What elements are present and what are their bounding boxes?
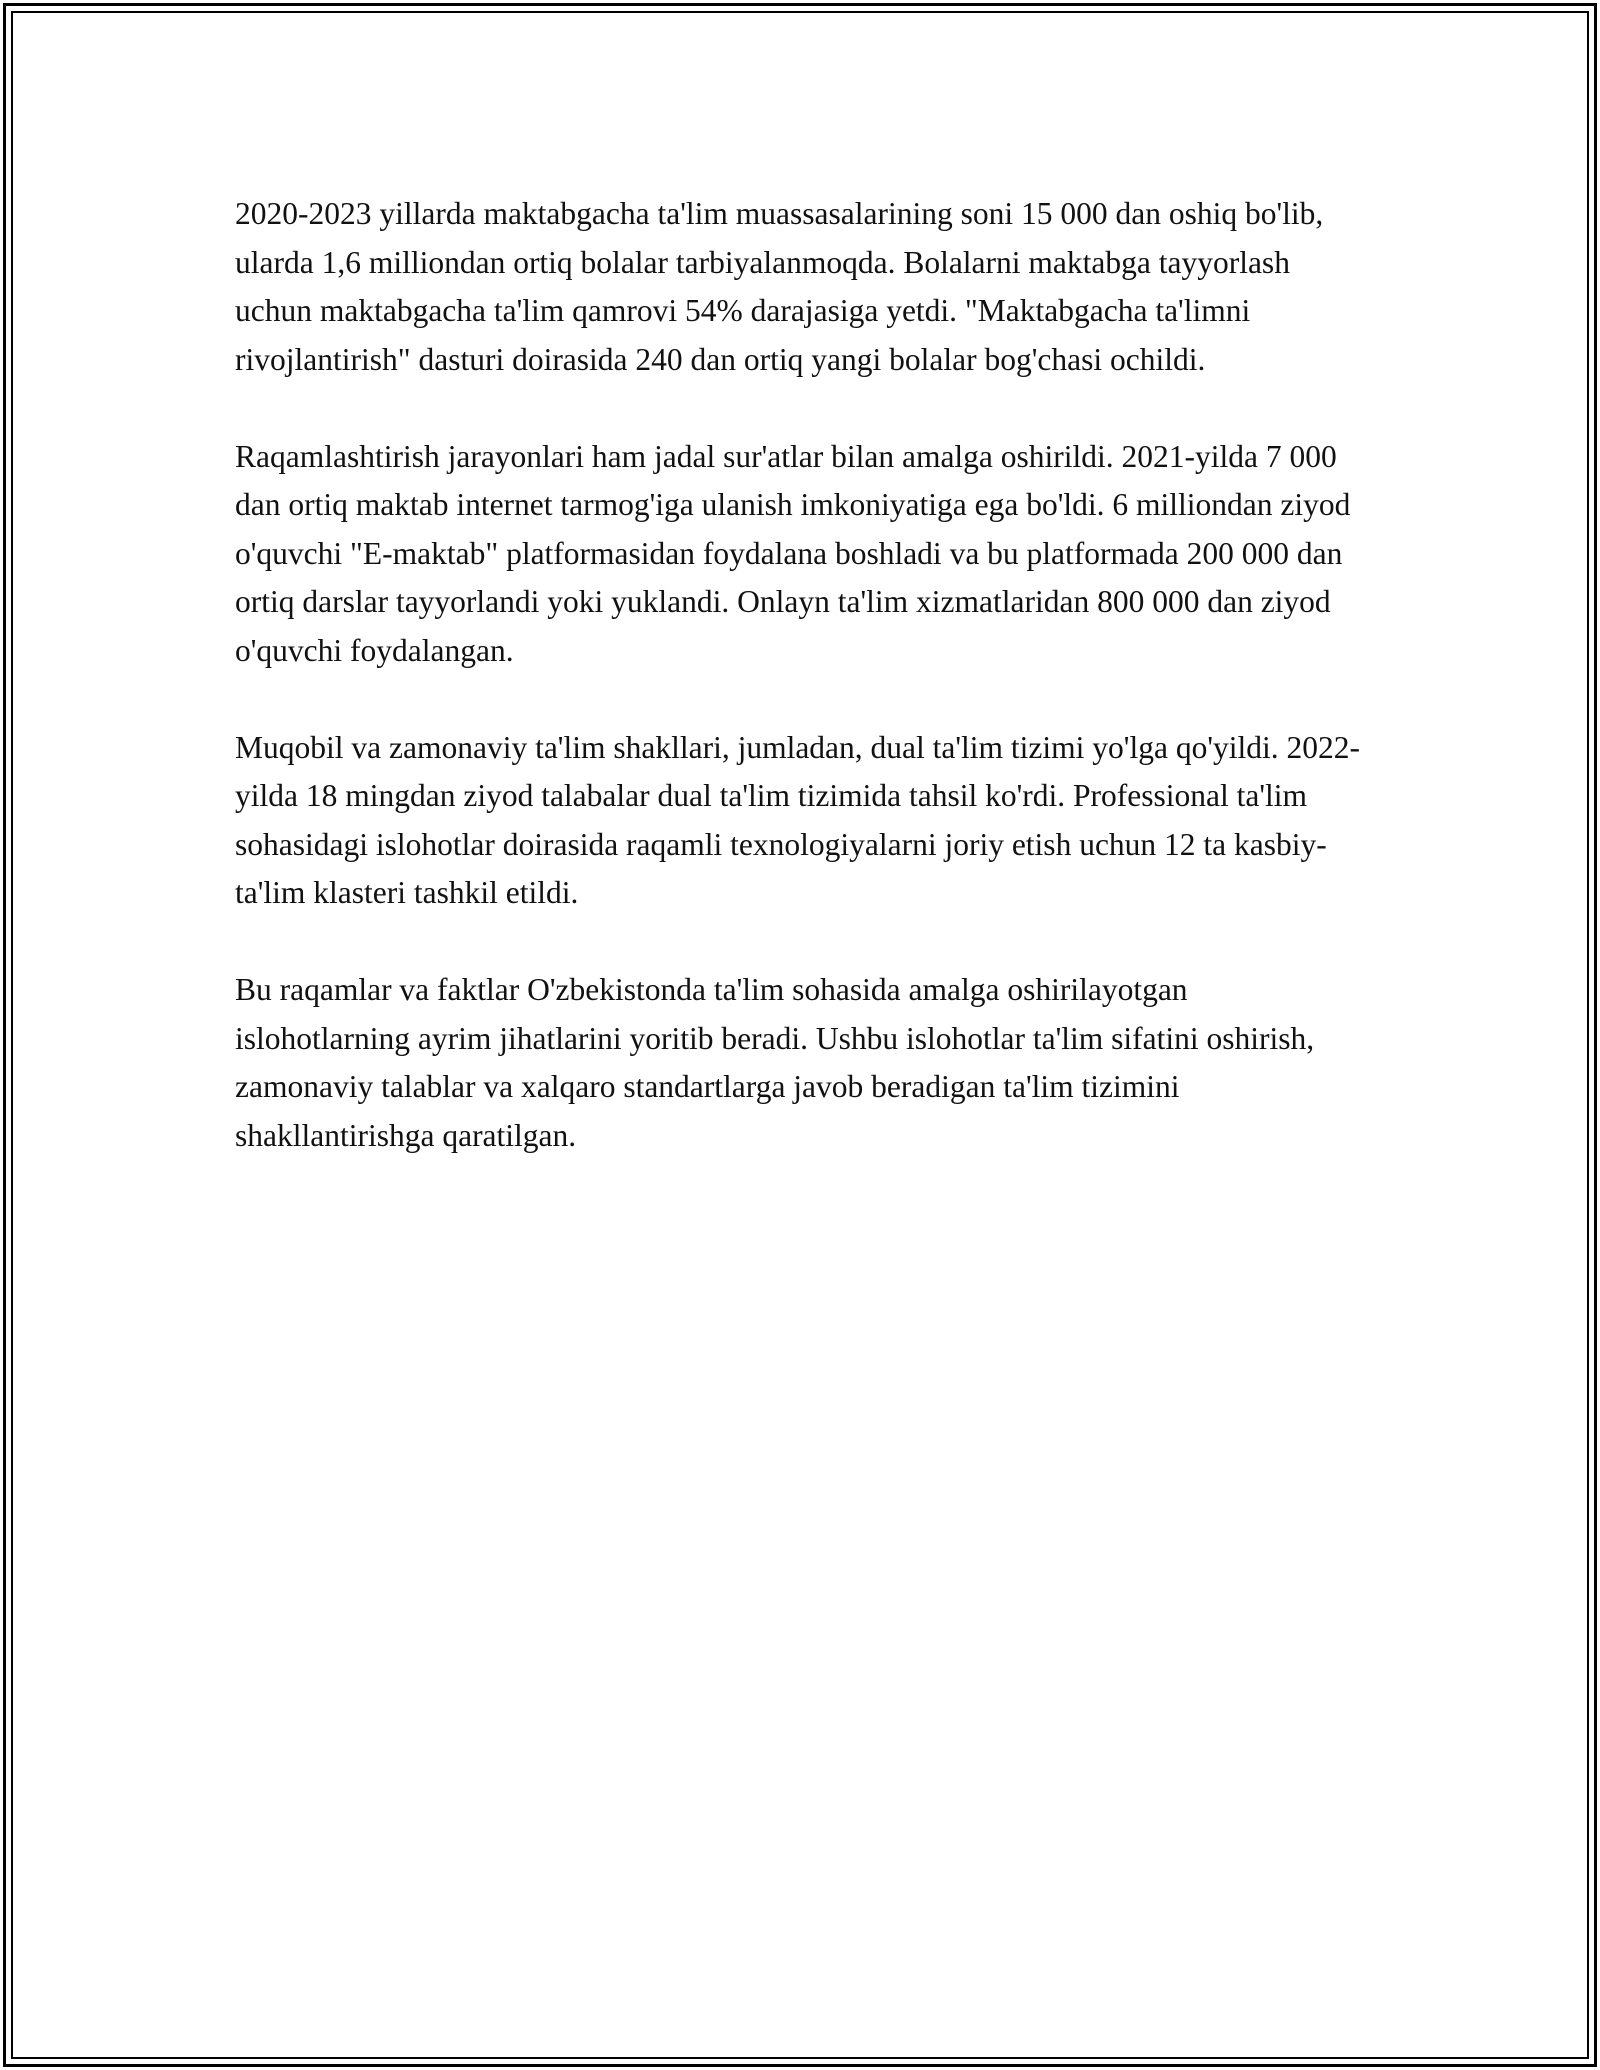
paragraph-preschool: 2020-2023 yillarda maktabgacha ta'lim muassasalarining soni 15 000 dan oshiq bo'lib, ularda 1,6 milliondan ortiq bolalar tarbiyalanmoqda. Bolalarni maktabga tayyorlash uchun maktabgacha ta'lim qamrovi 54% darajasiga yetdi. "Maktabgacha ta'limni rivojlantirish" dasturi doirasida 240 dan ortiq yangi bolalar bog'chasi ochildi. (235, 196, 1324, 377)
paragraph-conclusion: Bu raqamlar va faktlar O'zbekistonda ta'lim sohasida amalga oshirilayotgan islohotlarning ayrim jihatlarini yoritib beradi. Ushbu islohotlar ta'lim sifatini oshirish, zamonaviy talablar va xalqaro standartlarga javob beradigan ta'lim tizimini shakllantirishga qaratilgan. (235, 972, 1315, 1153)
document-body (235, 190, 1365, 1209)
paragraph-dual-education: Muqobil va zamonaviy ta'lim shakllari, jumladan, dual ta'lim tizimi yo'lga qo'yildi. 2022-yilda 18 mingdan ziyod talabalar dual ta'lim tizimida tahsil ko'rdi. Professional ta'lim sohasidagi islohotlar doirasida raqamli texnologiyalarni joriy etish uchun 12 ta kasbiy-ta'lim klasteri tashkil etildi. (235, 729, 1361, 910)
paragraph-digitalization: Raqamlashtirish jarayonlari ham jadal sur'atlar bilan amalga oshirildi. 2021-yilda 7 000 dan ortiq maktab internet tarmog'iga ulanish imkoniyatiga ega bo'ldi. 6 milliondan ziyod o'quvchi "E-maktab" platformasidan foydalana boshladi va bu platformada 200 000 dan ortiq darslar tayyorlandi yoki yuklandi. Onlayn ta'lim xizmatlaridan 800 000 dan ziyod o'quvchi foydalangan. (235, 438, 1351, 668)
